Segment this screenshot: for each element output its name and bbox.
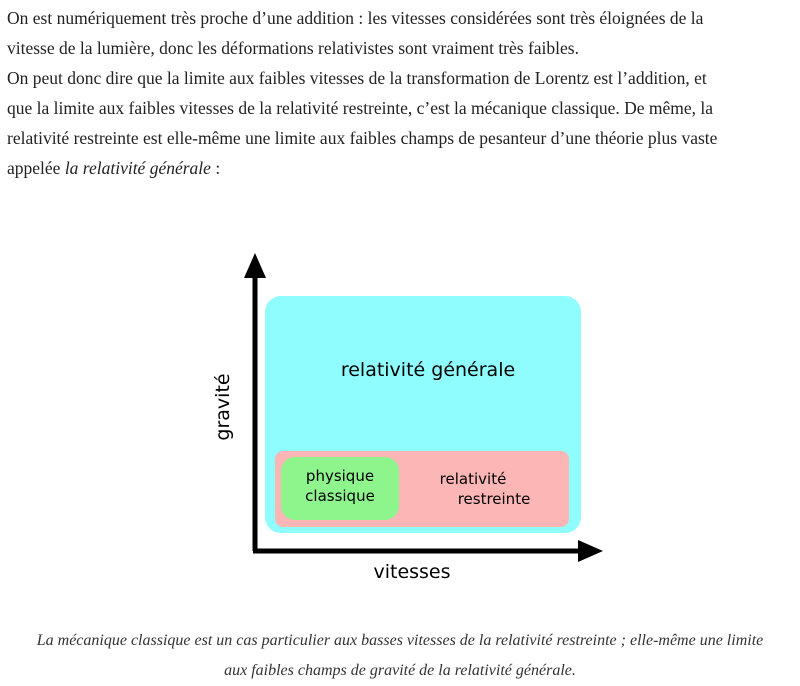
text-line: On peut donc dire que la limite aux faibles vitesses de la transformation de Lorentz est l’addition, et	[7, 68, 707, 88]
figure-caption	[0, 626, 800, 686]
emphasis-relativite-generale: la relativité générale	[64, 158, 211, 178]
relativite-restreinte-label-line1: relativité	[439, 470, 507, 488]
text-line: relativité restreinte est elle-même une limite aux faibles champs de pesanteur d’une théorie plus vaste	[7, 128, 718, 148]
physique-classique-label-line2: classique	[305, 487, 375, 505]
relativite-generale-label: relativité générale	[340, 359, 516, 381]
text-line: On est numériquement très proche d’une addition : les vitesses considérées sont très éloignées de la	[7, 8, 704, 28]
text-line: vitesse de la lumière, donc les déformations relativistes sont vraiment très faibles.	[7, 38, 579, 58]
x-axis-arrow-icon	[578, 540, 603, 562]
text-fragment: appelée	[7, 158, 65, 178]
caption-line: La mécanique classique est un cas particulier aux basses vitesses de la relativité restreinte ; elle-même une limite	[36, 632, 764, 649]
caption-line: aux faibles champs de gravité de la relativité générale.	[224, 662, 576, 679]
x-axis-label: vitesses	[373, 561, 451, 583]
text-line: que la limite aux faibles vitesses de la relativité restreinte, c’est la mécanique classique. De même, la	[7, 98, 714, 118]
text-fragment: :	[210, 158, 221, 178]
relativite-restreinte-label-line2: restreinte	[457, 490, 531, 508]
physique-classique-label-line1: physique	[305, 467, 375, 485]
y-axis-arrow-icon	[244, 253, 266, 278]
y-axis-label: gravité	[212, 373, 234, 441]
